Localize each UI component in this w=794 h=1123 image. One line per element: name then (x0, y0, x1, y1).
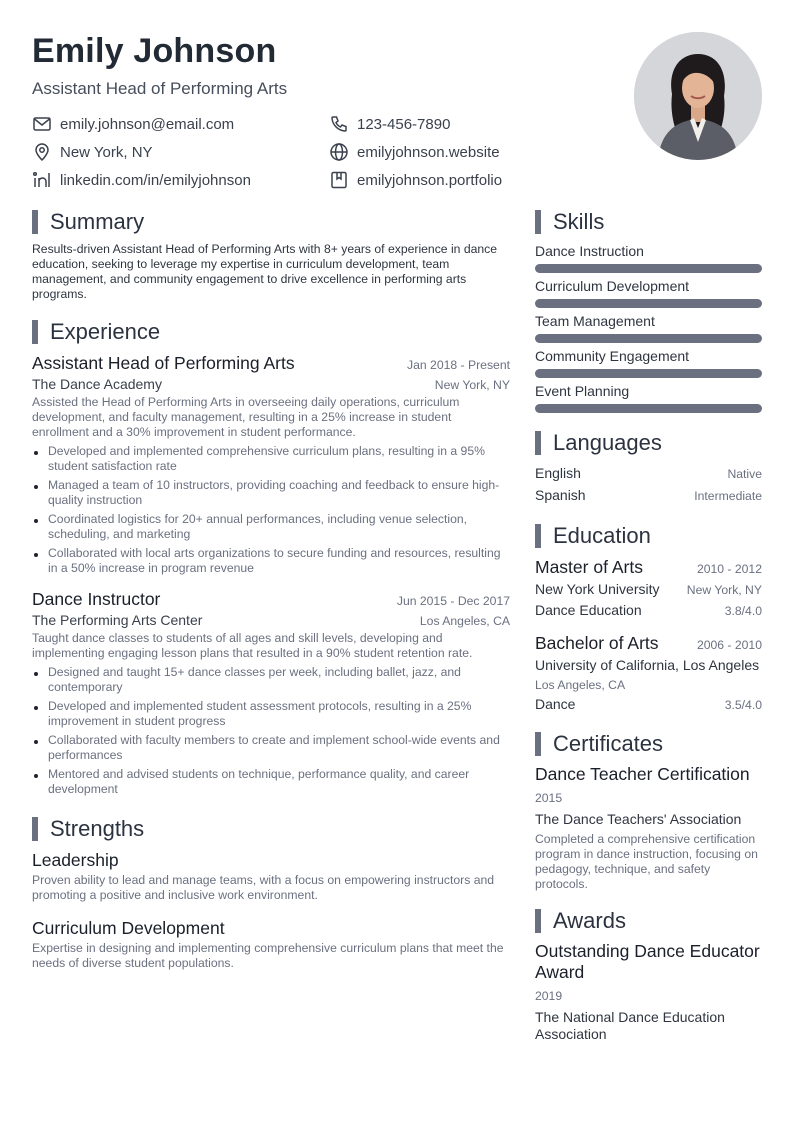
job-date: Jun 2015 - Dec 2017 (396, 594, 510, 608)
contact-location (32, 141, 153, 163)
phone-icon (329, 114, 349, 134)
section-accent-bar (535, 732, 541, 756)
award-organization: The National Dance Education Association (535, 1009, 725, 1042)
education-school: University of California, Los Angeles (535, 657, 760, 673)
profile-photo (634, 32, 762, 160)
language-name: Spanish (535, 487, 586, 503)
resume-header (32, 30, 622, 189)
skill-name: Community Engagement (535, 348, 690, 364)
skill-level-bar (535, 404, 762, 413)
bullet-item: Designed and taught 15+ dance classes per week, including ballet, jazz, and contemporary (32, 665, 510, 695)
job-bullets (32, 444, 510, 576)
certificate-item (535, 764, 762, 892)
awards-section (535, 907, 762, 1043)
section-title: Certificates (553, 731, 664, 756)
education-field: Dance Education (535, 602, 642, 618)
summary-section (32, 208, 510, 302)
section-title: Summary (50, 209, 145, 234)
section-accent-bar (32, 817, 38, 841)
contact-email[interactable] (32, 113, 234, 135)
section-accent-bar (32, 210, 38, 234)
language-name: English (535, 465, 581, 481)
certificates-section (535, 730, 762, 892)
bullet-item: Coordinated logistics for 20+ annual performances, including venue selection, scheduling, and marketing (32, 512, 510, 542)
phone-text: 123-456-7890 (357, 115, 451, 133)
website-text: emilyjohnson.website (357, 143, 500, 161)
job-title: Assistant Head of Performing Arts (32, 353, 295, 373)
education-item (535, 556, 762, 618)
skill-item (535, 242, 762, 273)
contact-portfolio[interactable] (329, 169, 502, 191)
education-school: New York University (535, 581, 660, 597)
skill-item (535, 347, 762, 378)
skill-level-bar (535, 299, 762, 308)
job-description: Assisted the Head of Performing Arts in overseeing daily operations, curriculum development, and faculty management, resulting in a 25% increase in student enrollment and a 30% improvement in student performance. (32, 395, 460, 439)
strength-title: Curriculum Development (32, 918, 225, 938)
strength-item (32, 849, 510, 903)
education-degree: Master of Arts (535, 557, 643, 577)
education-field: Dance (535, 696, 576, 712)
email-icon (32, 114, 52, 134)
award-year: 2019 (535, 989, 563, 1003)
section-accent-bar (535, 431, 541, 455)
section-title: Languages (553, 430, 662, 455)
skill-item (535, 277, 762, 308)
certificate-year: 2015 (535, 791, 563, 805)
section-accent-bar (535, 524, 541, 548)
section-title: Experience (50, 319, 161, 344)
education-section (535, 522, 762, 712)
section-title: Awards (553, 908, 626, 933)
award-title: Outstanding Dance Educator Award (535, 941, 760, 982)
job-company: The Dance Academy (32, 376, 162, 392)
portfolio-text: emilyjohnson.portfolio (357, 171, 503, 189)
skill-item (535, 382, 762, 413)
summary-text: Results-driven Assistant Head of Performing Arts with 8+ years of experience in dance education, seeking to leverage my expertise in curriculum development, team management, and community engagement to drive excellence in performing arts programs. (32, 242, 498, 301)
job-date: Jan 2018 - Present (407, 358, 510, 372)
job-entry (32, 352, 510, 576)
section-accent-bar (535, 909, 541, 933)
bullet-item: Developed and implemented comprehensive curriculum plans, resulting in a 95% student satisfaction rate (32, 444, 510, 474)
linkedin-text: linkedin.com/in/emilyjohnson (60, 171, 251, 189)
bullet-item: Mentored and advised students on technique, performance quality, and career development (32, 767, 510, 797)
location-icon (32, 142, 52, 162)
section-accent-bar (535, 210, 541, 234)
section-title: Education (553, 523, 651, 548)
skill-name: Dance Instruction (535, 243, 644, 259)
bullet-item: Managed a team of 10 instructors, providing coaching and feedback to ensure high-quality instruction (32, 478, 510, 508)
globe-icon (329, 142, 349, 162)
skill-name: Curriculum Development (535, 278, 690, 294)
email-text: emily.johnson@email.com (60, 115, 235, 133)
contact-linkedin[interactable] (32, 169, 251, 191)
language-item (535, 485, 762, 507)
avatar-illustration (634, 32, 762, 160)
education-item (535, 632, 762, 712)
linkedin-icon (32, 170, 52, 190)
job-location: New York, NY (434, 378, 510, 392)
language-level: Native (727, 467, 762, 481)
contact-website[interactable] (329, 141, 500, 163)
education-location: New York, NY (686, 583, 762, 597)
strengths-section (32, 815, 510, 971)
section-accent-bar (32, 320, 38, 344)
education-gpa: 3.8/4.0 (724, 604, 762, 618)
certificate-description: Completed a comprehensive certification program in dance instruction, focusing on pedagogy, technique, and safety protocols. (535, 832, 758, 891)
portfolio-icon (329, 170, 349, 190)
award-item (535, 941, 762, 1043)
education-gpa: 3.5/4.0 (724, 698, 762, 712)
strength-title: Leadership (32, 850, 119, 870)
skill-name: Team Management (535, 313, 655, 329)
certificate-organization: The Dance Teachers' Association (535, 811, 742, 827)
bullet-item: Developed and implemented student assessment protocols, resulting in a 25% improvement in student progress (32, 699, 510, 729)
left-column (32, 208, 510, 971)
skill-level-bar (535, 369, 762, 378)
job-location: Los Angeles, CA (419, 614, 510, 628)
skill-item (535, 312, 762, 343)
job-bullets (32, 665, 510, 797)
education-dates: 2010 - 2012 (696, 562, 762, 576)
strength-item (32, 917, 510, 971)
skills-section (535, 208, 762, 413)
right-column (535, 208, 762, 1043)
contact-phone[interactable] (329, 113, 450, 135)
languages-section (535, 429, 762, 507)
location-text: New York, NY (60, 143, 153, 161)
candidate-name: Emily Johnson (32, 32, 277, 70)
skill-level-bar (535, 334, 762, 343)
certificate-title: Dance Teacher Certification (535, 764, 750, 784)
section-title: Strengths (50, 816, 145, 841)
job-company: The Performing Arts Center (32, 612, 203, 628)
strength-description: Expertise in designing and implementing comprehensive curriculum plans that meet the needs of diverse student populations. (32, 941, 504, 970)
language-item (535, 463, 762, 485)
bullet-item: Collaborated with faculty members to create and implement school-wide events and performances (32, 733, 510, 763)
job-description: Taught dance classes to students of all ages and skill levels, developing and implementing engaging lesson plans that resulted in a 90% student retention rate. (32, 631, 473, 660)
skill-name: Event Planning (535, 383, 630, 399)
language-level: Intermediate (694, 489, 762, 503)
education-location: Los Angeles, CA (535, 678, 626, 692)
skill-level-bar (535, 264, 762, 273)
section-title: Skills (553, 209, 605, 234)
job-entry (32, 588, 510, 797)
candidate-headline: Assistant Head of Performing Arts (32, 79, 288, 98)
job-title: Dance Instructor (32, 589, 161, 609)
education-degree: Bachelor of Arts (535, 633, 659, 653)
education-dates: 2006 - 2010 (696, 638, 762, 652)
strength-description: Proven ability to lead and manage teams, with a focus on empowering instructors and promoting a positive and inclusive work environment. (32, 873, 495, 902)
bullet-item: Collaborated with local arts organizations to secure funding and resources, resulting in a 50% increase in program revenue (32, 546, 510, 576)
experience-section (32, 318, 510, 797)
